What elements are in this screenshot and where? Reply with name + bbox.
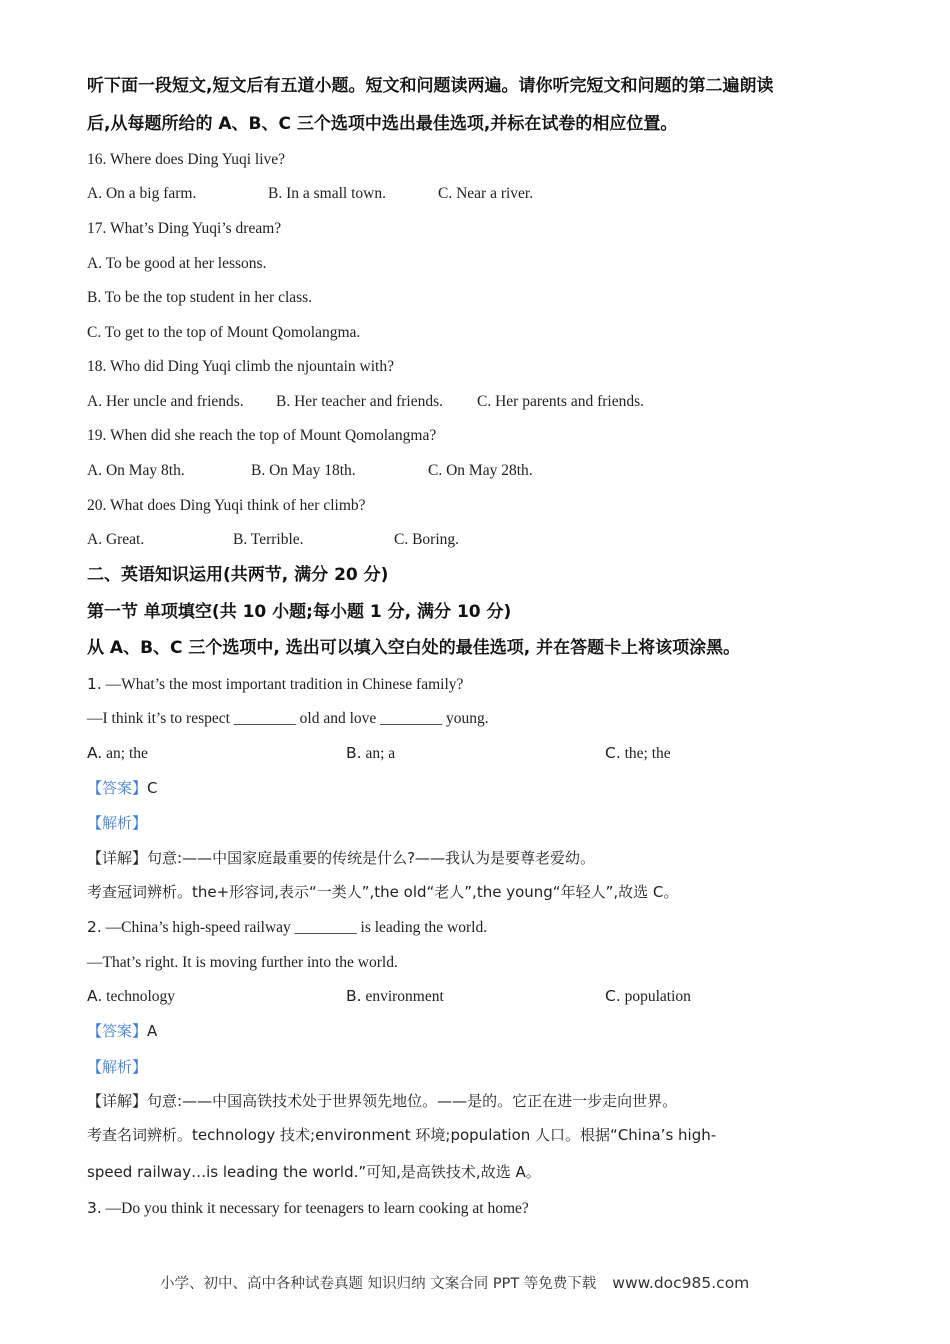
q17-option-b: B. To be the top student in her class. [87, 289, 313, 306]
q16-option-c: C. Near a river. [438, 185, 534, 202]
item-2-analysis-tag: 【解析】 [87, 1058, 148, 1076]
detail-tag: 【详解】 [87, 849, 148, 867]
item-1-number: 1. [87, 675, 102, 693]
item-1-detail: 【详解】句意:——中国家庭最重要的传统是什么?——我认为是要尊老爱幼。 [87, 849, 596, 867]
item-3-stem1 [87, 1201, 529, 1217]
answer-value: A [147, 1022, 158, 1040]
q18-option-b: B. Her teacher and friends. [276, 393, 443, 410]
item-2-option-a: A. technology [87, 987, 176, 1005]
q17-option-c: C. To get to the top of Mount Qomolangma. [87, 324, 361, 341]
q16-option-a: A. On a big farm. [87, 185, 197, 202]
q17-option-a: A. To be good at her lessons. [87, 255, 267, 272]
item-2-stem1-text: —China’s high-speed railway ________ is leading the world. [101, 919, 488, 936]
footer-url[interactable]: www.doc985.com [612, 1274, 750, 1292]
q18-option-c: C. Her parents and friends. [477, 393, 645, 410]
detail-tag: 【详解】 [87, 1092, 148, 1110]
item-3-number: 3. [87, 1199, 102, 1217]
item-1-option-b: B. an; a [346, 744, 396, 762]
item-2-option-c: C. population [605, 987, 691, 1005]
q20-option-a: A. Great. [87, 531, 145, 548]
section-instruction-line2: 后,从每题所给的 A、B、C 三个选项中选出最佳选项,并标在试卷的相应位置。 [87, 114, 678, 134]
q19-option-c: C. On May 28th. [428, 462, 533, 479]
item-2-detail: 【详解】句意:——中国高铁技术处于世界领先地位。——是的。它正在进一步走向世界。 [87, 1092, 678, 1110]
answer-tag: 【答案】 [87, 1022, 148, 1040]
q16-option-b: B. In a small town. [268, 185, 386, 202]
part2-subheading: 第一节 单项填空(共 10 小题;每小题 1 分, 满分 10 分) [87, 602, 512, 622]
item-2-explanation-line1: 考查名词辨析。technology 技术;environment 环境;population 人口。根据“China’s high- [87, 1126, 717, 1144]
item-2-explanation-line2: speed railway…is leading the world.”可知,是高铁技术,故选 A。 [87, 1163, 541, 1181]
part2-instruction: 从 A、B、C 三个选项中, 选出可以填入空白处的最佳选项, 并在答题卡上将该项涂黑。 [87, 638, 741, 658]
answer-value: C [147, 779, 158, 797]
question-20: 20. What does Ding Yuqi think of her climb? [87, 497, 366, 514]
item-1-stem1-text: —What’s the most important tradition in Chinese family? [101, 676, 464, 693]
item-1-analysis-tag: 【解析】 [87, 814, 148, 832]
q19-option-b: B. On May 18th. [251, 462, 356, 479]
item-3-stem1-text: —Do you think it necessary for teenagers to learn cooking at home? [101, 1200, 529, 1217]
footer-text: 小学、初中、高中各种试卷真题 知识归纳 文案合同 PPT 等免费下载 [160, 1276, 597, 1292]
item-1-stem1 [87, 677, 463, 693]
question-16: 16. Where does Ding Yuqi live? [87, 151, 286, 168]
item-2-number: 2. [87, 918, 102, 936]
q20-option-b: B. Terrible. [233, 531, 304, 548]
page-footer [160, 1272, 749, 1293]
section-instruction-line1: 听下面一段短文,短文后有五道小题。短文和问题读两遍。请你听完短文和问题的第二遍朗读 [87, 76, 774, 96]
answer-tag: 【答案】 [87, 779, 148, 797]
item-1-answer [87, 781, 158, 796]
q20-option-c: C. Boring. [394, 531, 460, 548]
item-2-answer [87, 1024, 157, 1039]
q19-option-a: A. On May 8th. [87, 462, 185, 479]
item-2-option-b: B. environment [346, 987, 444, 1005]
question-19: 19. When did she reach the top of Mount Qomolangma? [87, 427, 437, 444]
item-2-stem1 [87, 920, 487, 936]
item-1-explanation: 考查冠词辨析。the+形容词,表示“一类人”,the old“老人”,the young“年轻人”,故选 C。 [87, 883, 679, 901]
item-1-option-c: C. the; the [605, 744, 671, 762]
question-18: 18. Who did Ding Yuqi climb the njountain with? [87, 358, 394, 375]
item-1-option-a: A. an; the [87, 744, 148, 762]
question-17: 17. What’s Ding Yuqi’s dream? [87, 220, 282, 237]
item-2-stem2: —That’s right. It is moving further into the world. [87, 954, 398, 971]
q18-option-a: A. Her uncle and friends. [87, 393, 244, 410]
part2-heading: 二、英语知识运用(共两节, 满分 20 分) [87, 565, 389, 585]
item-1-stem2: —I think it’s to respect ________ old and love ________ young. [87, 710, 489, 727]
